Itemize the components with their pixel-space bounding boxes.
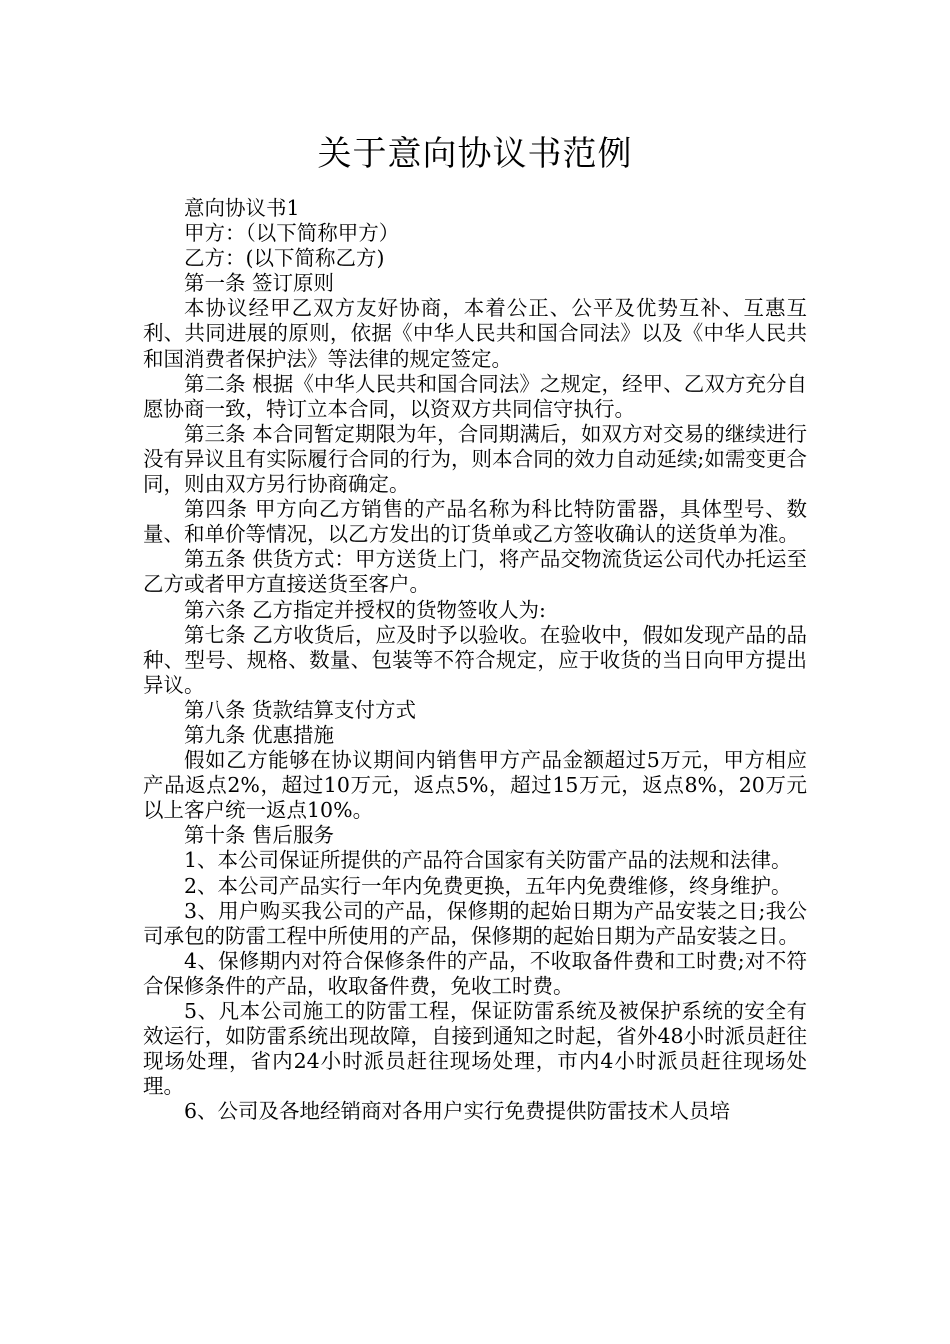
paragraph: 5、凡本公司施工的防雷工程，保证防雷系统及被保护系统的安全有效运行，如防雷系统出现故障，自接到通知之时起，省外48小时派员赶往现场处理，省内24小时派员赶往现场处理，市内4小时派员赶往现场处理。 — [143, 999, 807, 1099]
paragraph: 第二条 根据《中华人民共和国合同法》之规定，经甲、乙双方充分自愿协商一致，特订立本合同，以资双方共同信守执行。 — [143, 371, 807, 421]
paragraph: 第七条 乙方收货后，应及时予以验收。在验收中，假如发现产品的品种、型号、规格、数量、包装等不符合规定，应于收货的当日向甲方提出异议。 — [143, 622, 807, 697]
paragraph: 4、保修期内对符合保修条件的产品，不收取备件费和工时费;对不符合保修条件的产品，收取备件费，免收工时费。 — [143, 948, 807, 998]
paragraph: 第四条 甲方向乙方销售的产品名称为科比特防雷器，具体型号、数量、和单价等情况，以乙方发出的订货单或乙方签收确认的送货单为准。 — [143, 497, 807, 547]
document-body — [143, 196, 807, 1124]
paragraph: 甲方：（以下简称甲方） — [184, 221, 400, 246]
paragraph: 本协议经甲乙双方友好协商，本着公正、公平及优势互补、互惠互利、共同进展的原则，依据《中华人民共和国合同法》以及《中华人民共和国消费者保护法》等法律的规定签定。 — [143, 296, 807, 371]
paragraph: 意向协议书1 — [184, 196, 300, 220]
document-title: 关于意向协议书范例 — [317, 134, 633, 174]
paragraph: 第八条 货款结算支付方式 — [184, 697, 417, 722]
paragraph: 1、本公司保证所提供的产品符合国家有关防雷产品的法规和法律。 — [184, 848, 792, 873]
paragraph: 3、用户购买我公司的产品，保修期的起始日期为产品安装之日;我公司承包的防雷工程中所使用的产品，保修期的起始日期为产品安装之日。 — [143, 898, 807, 948]
paragraph: 第一条 签订原则 — [184, 271, 335, 296]
paragraph: 第五条 供货方式：甲方送货上门，将产品交物流货运公司代办托运至乙方或者甲方直接送货至客户。 — [143, 547, 807, 597]
paragraph: 乙方：(以下简称乙方) — [184, 246, 385, 271]
paragraph: 假如乙方能够在协议期间内销售甲方产品金额超过5万元，甲方相应产品返点2%，超过10万元，返点5%，超过15万元，返点8%，20万元以上客户统一返点10%。 — [143, 748, 807, 823]
paragraph: 第十条 售后服务 — [184, 823, 335, 848]
paragraph: 6、公司及各地经销商对各用户实行免费提供防雷技术人员培 — [184, 1099, 731, 1124]
paragraph: 第六条 乙方指定并授权的货物签收人为: — [184, 597, 546, 622]
paragraph: 2、本公司产品实行一年内免费更换，五年内免费维修，终身维护。 — [184, 873, 792, 898]
paragraph: 第三条 本合同暂定期限为年，合同期满后，如双方对交易的继续进行没有异议且有实际履行合同的行为，则本合同的效力自动延续;如需变更合同，则由双方另行协商确定。 — [143, 421, 807, 497]
paragraph: 第九条 优惠措施 — [184, 722, 335, 747]
